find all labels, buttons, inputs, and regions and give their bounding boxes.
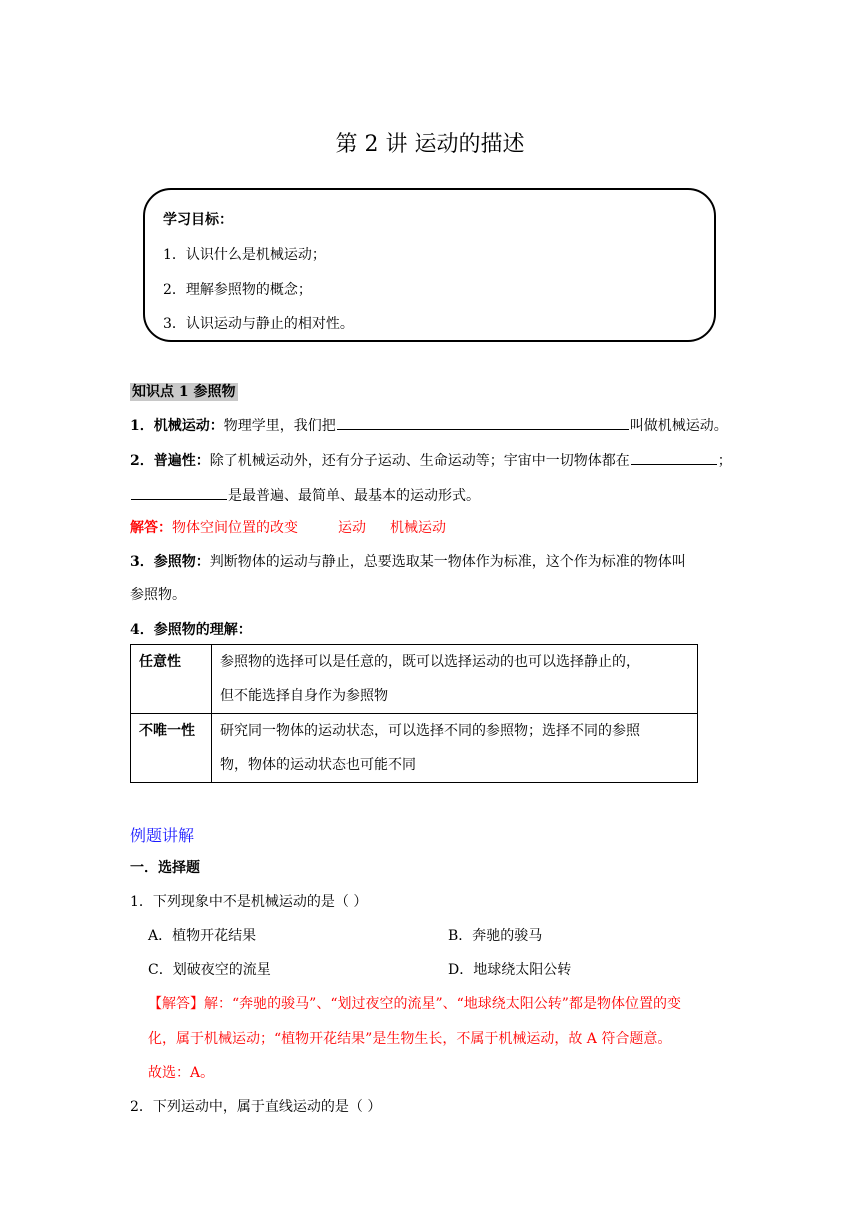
question-1-solution-line3: 故选：A。 (148, 1065, 215, 1081)
learning-goal-3: 3．认识运动与静止的相对性。 (163, 316, 354, 332)
table-value (212, 714, 698, 783)
fill-blank-3[interactable] (131, 484, 227, 500)
fill-blank-1[interactable] (337, 414, 629, 430)
table-row (131, 714, 698, 783)
paragraph-universality-cont (130, 484, 480, 505)
universality-text-b: ； (717, 453, 732, 469)
reference-understanding-label: 4．参照物的理解： (130, 622, 252, 638)
reference-object-label: 3．参照物： (130, 554, 210, 570)
reference-object-line2: 参照物。 (130, 587, 186, 603)
knowledge-point-heading-text: 知识点 1 参照物 (132, 384, 236, 400)
table-value-line: 参照物的选择可以是任意的，既可以选择运动的也可以选择静止的， (220, 654, 640, 670)
learning-goal-2: 2．理解参照物的概念； (163, 282, 312, 298)
question-2-stem: 2．下列运动中，属于直线运动的是（ ） (130, 1099, 382, 1115)
table-key: 不唯一性 (131, 714, 212, 783)
paragraph-reference-object (130, 551, 686, 571)
table-row (131, 645, 698, 714)
question-1-stem: 1．下列现象中不是机械运动的是（ ） (130, 894, 368, 910)
universality-label: 2．普遍性： (130, 453, 210, 469)
fill-blank-2[interactable] (631, 449, 717, 465)
table-key: 任意性 (131, 645, 212, 714)
answer-item-3: 机械运动 (390, 520, 446, 536)
table-value (212, 645, 698, 714)
mechanical-motion-text-b: 叫做机械运动。 (629, 418, 728, 434)
question-1-option-b: B．奔驰的骏马 (448, 928, 543, 944)
mechanical-motion-text-a: 物理学里，我们把 (223, 418, 336, 434)
section-heading: 一．选择题 (130, 860, 200, 876)
reference-object-table (130, 644, 698, 783)
answer-line (130, 517, 446, 537)
paragraph-mechanical-motion (130, 414, 728, 435)
learning-goals-heading: 学习目标： (163, 212, 233, 228)
mechanical-motion-label: 1．机械运动： (130, 418, 224, 434)
answer-label: 解答： (130, 520, 172, 536)
knowledge-point-heading (130, 381, 238, 401)
learning-goal-1: 1．认识什么是机械运动； (163, 247, 326, 263)
universality-text-a: 除了机械运动外，还有分子运动、生命运动等；宇宙中一切物体都在 (209, 453, 630, 469)
examples-heading: 例题讲解 (130, 826, 195, 845)
table-value-line: 但不能选择自身作为参照物 (220, 688, 388, 704)
table-value-line: 研究同一物体的运动状态，可以选择不同的参照物；选择不同的参照 (220, 723, 640, 739)
table-value-line: 物，物体的运动状态也可能不同 (220, 757, 416, 773)
question-1-option-a: A．植物开花结果 (148, 928, 257, 944)
reference-object-line1: 判断物体的运动与静止，总要选取某一物体作为标准，这个作为标准的物体叫 (209, 554, 686, 570)
paragraph-universality (130, 449, 732, 470)
universality-text-c: 是最普遍、最简单、最基本的运动形式。 (228, 488, 480, 504)
answer-item-2: 运动 (338, 520, 366, 536)
page-title: 第 2 讲 运动的描述 (335, 132, 525, 157)
question-1-option-c: C．划破夜空的流星 (148, 962, 271, 978)
question-1-solution-line1: 【解答】解：“奔驰的骏马”、“划过夜空的流星”、“地球绕太阳公转”都是物体位置的变 (148, 996, 681, 1012)
question-1-option-d: D．地球绕太阳公转 (448, 962, 572, 978)
answer-item-1: 物体空间位置的改变 (172, 520, 298, 536)
question-1-solution-line2: 化，属于机械运动；“植物开花结果”是生物生长，不属于机械运动，故 A 符合题意。 (148, 1031, 672, 1047)
